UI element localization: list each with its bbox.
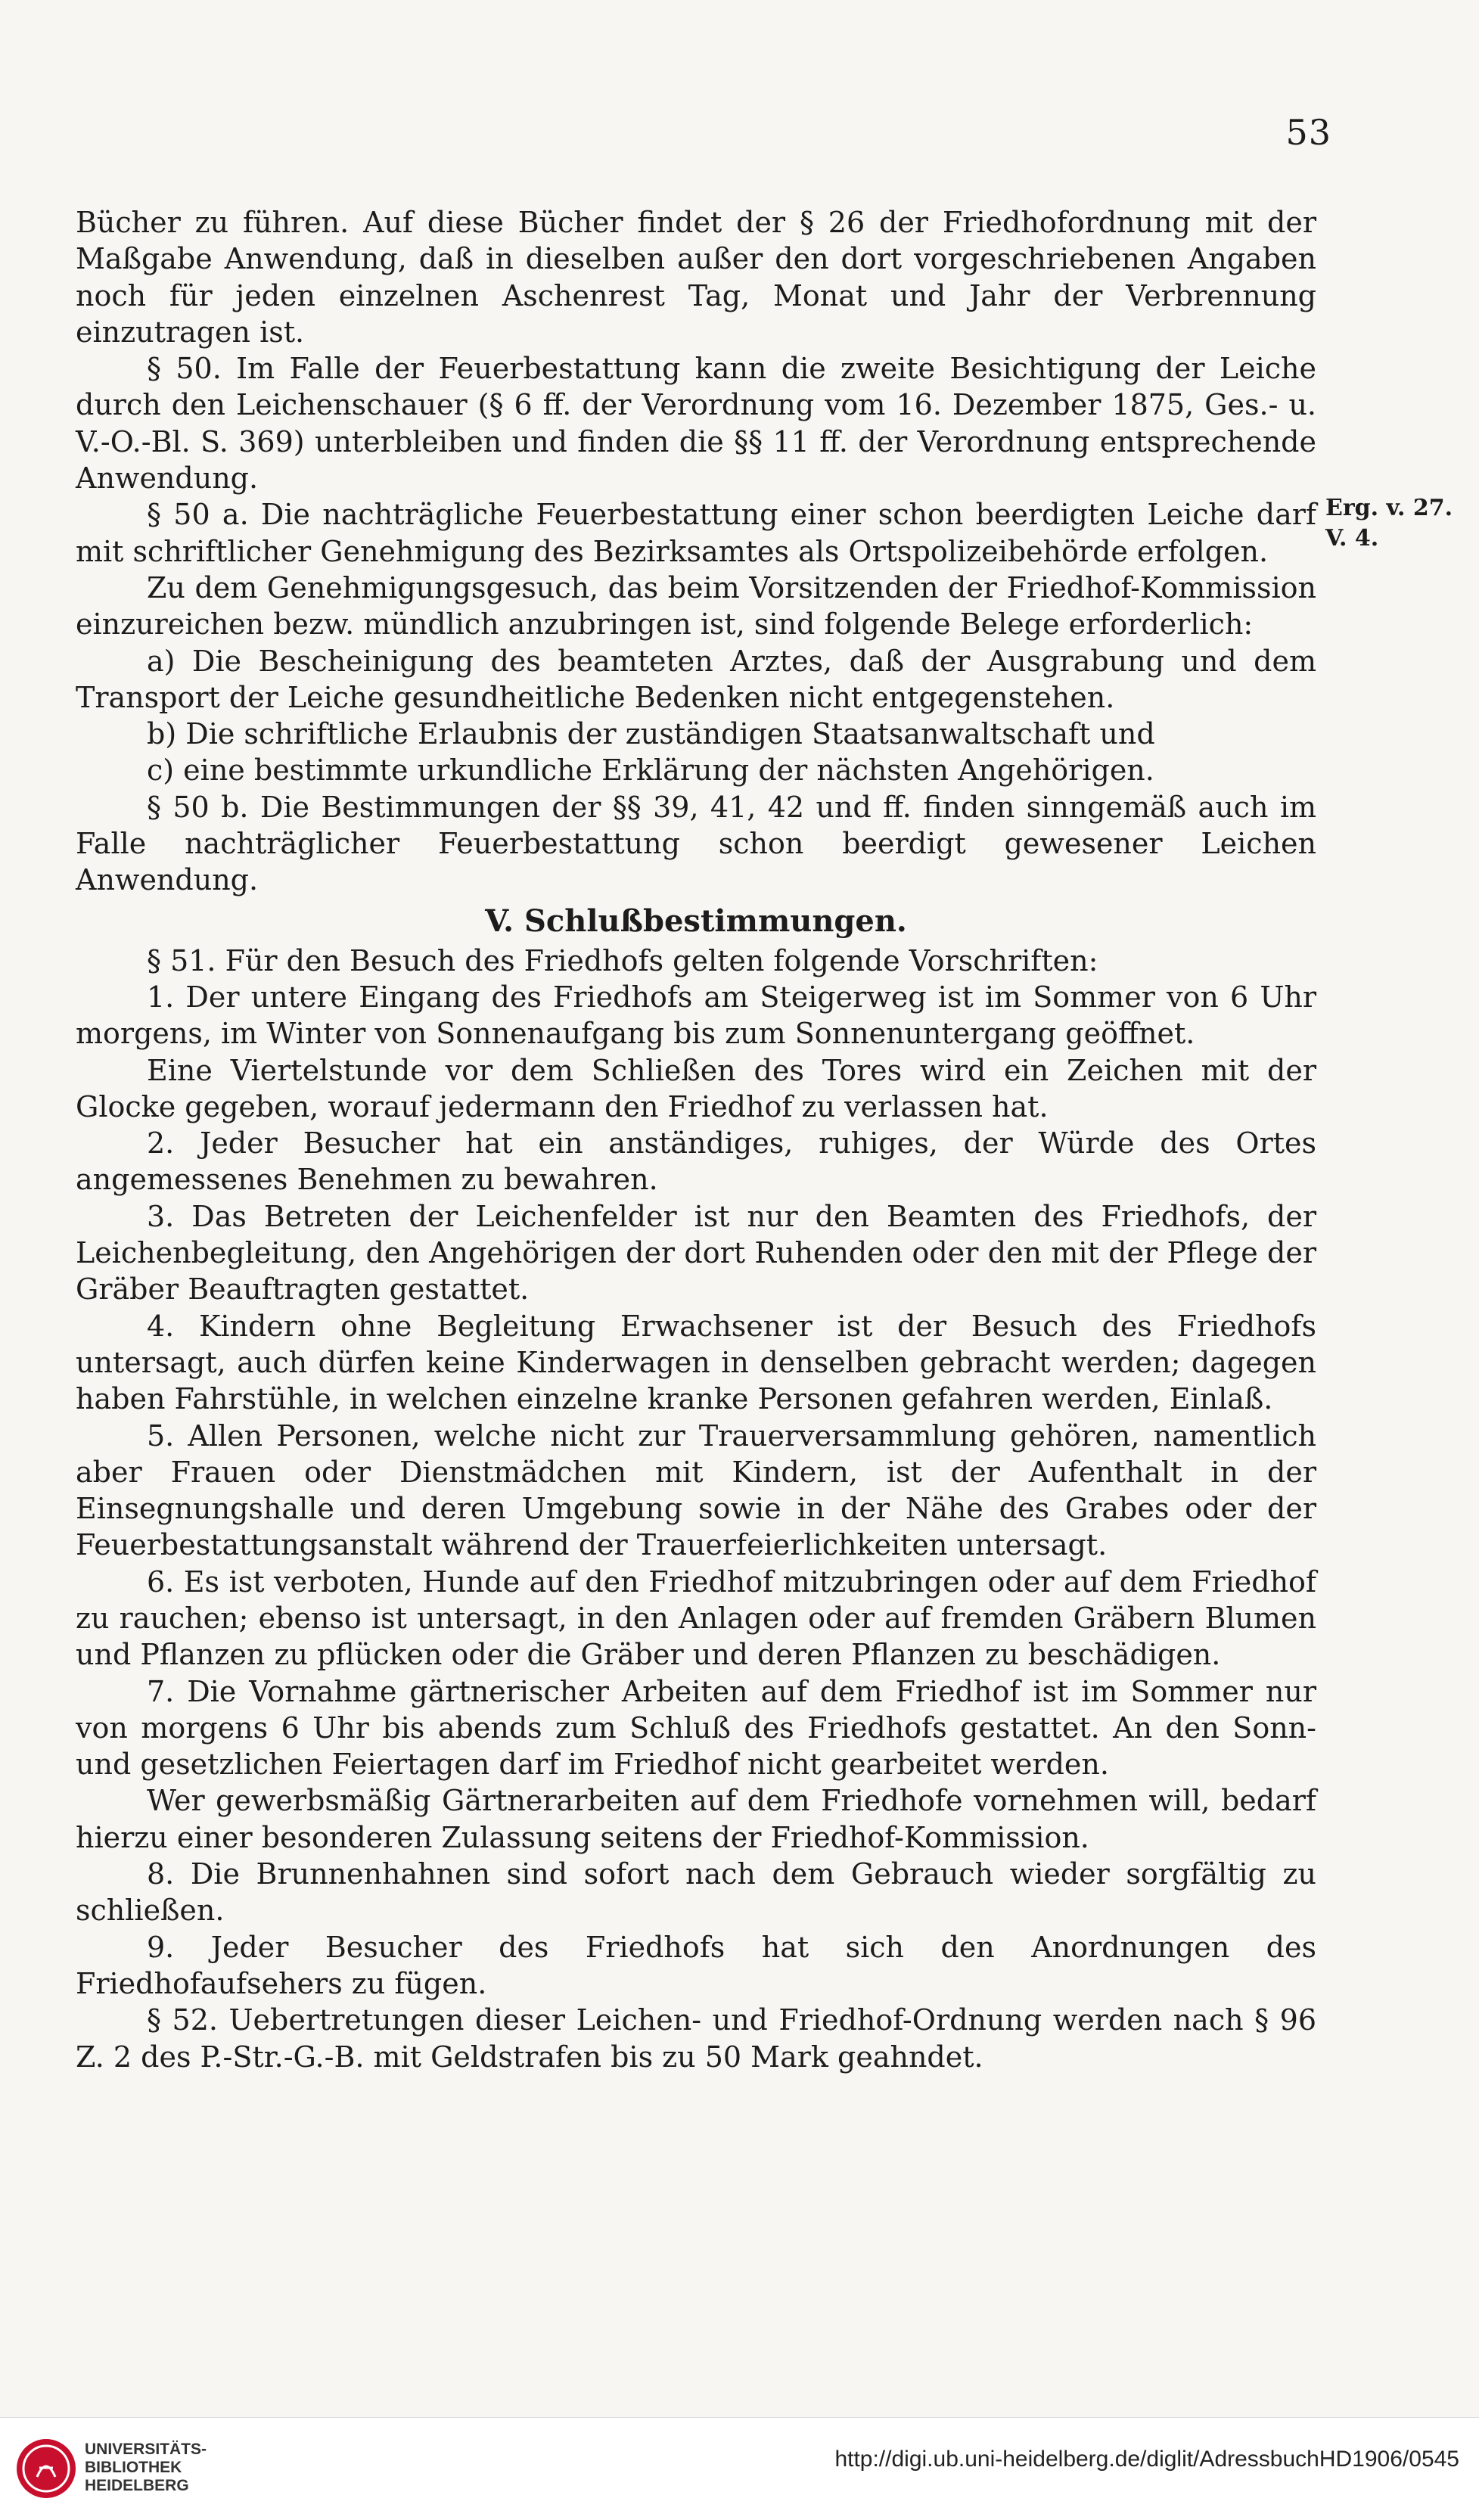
list-item: 2. Jeder Besucher hat ein anständiges, ruhiges, der Würde des Ortes angemessenes Benehmen zu bewahren.: [76, 1126, 1316, 1197]
list-item: 6. Es ist verboten, Hunde auf den Friedhof mitzubringen oder auf dem Friedhof zu rauchen; ebenso ist untersagt, in den Anlagen oder auf fremden Gräbern Blumen und Pflanzen zu pflücken oder die Gräber und deren Pflanzen zu beschädigen.: [76, 1565, 1316, 1672]
paragraph: Bücher zu führen. Auf diese Bücher findet der § 26 der Friedhofordnung mit der Maßgabe Anwendung, daß in dieselben außer den dort vorgeschriebenen Angaben noch für jeden einzelnen Aschenrest Tag, Monat und Jahr der Verbrennung einzutragen ist.: [76, 206, 1316, 349]
margin-note: Erg. v. 27. V. 4.: [1325, 495, 1453, 552]
list-item: 8. Die Brunnenhahnen sind sofort nach dem Gebrauch wieder sorgfältig zu schließen.: [76, 1857, 1316, 1928]
list-item: 4. Kindern ohne Begleitung Erwachsener ist der Besuch des Friedhofs untersagt, auch dürfen keine Kinderwagen in denselben gebracht werden; dagegen haben Fahrstühle, in welchen einzelne kranke Personen gefahren werden, Einlaß.: [76, 1309, 1316, 1416]
section-heading: V. Schlußbestimmungen.: [485, 903, 907, 939]
paragraph: Wer gewerbsmäßig Gärtnerarbeiten auf dem Friedhofe vornehmen will, bedarf hierzu einer besonderen Zulassung seitens der Friedhof-Kommission.: [76, 1784, 1316, 1854]
source-url-link[interactable]: http://digi.ub.uni-heidelberg.de/diglit/AdressbuchHD1906/0545: [834, 2447, 1459, 2472]
paragraph-section-50b: § 50 b. Die Bestimmungen der §§ 39, 41, 42 und ff. finden sinngemäß auch im Falle nachträglicher Feuerbestattung schon beerdigt gewesener Leichen Anwendung.: [76, 790, 1316, 897]
paragraph-section-50a: § 50 a. Die nachträgliche Feuerbestattung einer schon beerdigten Leiche darf mit schriftlicher Genehmigung des Bezirksamtes als Ortspolizeibehörde erfolgen.: [76, 498, 1316, 568]
list-item: 5. Allen Personen, welche nicht zur Trauerversammlung gehören, namentlich aber Frauen oder Dienstmädchen mit Kindern, ist der Aufenthalt in der Einsegnungshalle und deren Umgebung sowie in der Nähe des Grabes oder der Feuerbestattungsanstalt während der Trauerfeierlichkeiten untersagt.: [76, 1418, 1316, 1562]
document-body: [76, 204, 1316, 2075]
library-seal-icon: [17, 2439, 76, 2498]
paragraph-section-52: § 52. Uebertretungen dieser Leichen- und Friedhof-Ordnung werden nach § 96 Z. 2 des P.-Str.-G.-B. mit Geldstrafen bis zu 50 Mark geahndet.: [76, 2003, 1316, 2074]
list-item: a) Die Bescheinigung des beamteten Arztes, daß der Ausgrabung und dem Transport der Leiche gesundheitliche Bedenken nicht entgegenstehen.: [76, 644, 1316, 714]
list-item: b) Die schriftliche Erlaubnis der zuständigen Staatsanwaltschaft und: [147, 717, 1155, 751]
list-item: 1. Der untere Eingang des Friedhofs am Steigerweg ist im Sommer von 6 Uhr morgens, im Winter von Sonnenaufgang bis zum Sonnenuntergang geöffnet.: [76, 980, 1316, 1051]
list-item: 7. Die Vornahme gärtnerischer Arbeiten auf dem Friedhof ist im Sommer nur von morgens 6 Uhr bis abends zum Schluß des Friedhofs gestattet. An den Sonn- und gesetzlichen Feiertagen darf im Friedhof nicht gearbeitet werden.: [76, 1674, 1316, 1782]
paragraph: Zu dem Genehmigungsgesuch, das beim Vorsitzenden der Friedhof-Kommission einzureichen bezw. mündlich anzubringen ist, sind folgende Belege erforderlich:: [76, 570, 1316, 642]
list-item: 9. Jeder Besucher des Friedhofs hat sich den Anordnungen des Friedhofaufsehers zu fügen.: [76, 1930, 1316, 2000]
footer-bar: [0, 2417, 1479, 2520]
page-number: 53: [1285, 112, 1331, 153]
paragraph-section-50: § 50. Im Falle der Feuerbestattung kann die zweite Besichtigung der Leiche durch den Leichenschauer (§ 6 ff. der Verordnung vom 16. Dezember 1875, Ges.- u. V.-O.-Bl. S. 369) unterbleiben und finden die §§ 11 ff. der Verordnung entsprechende Anwendung.: [76, 352, 1316, 496]
paragraph-section-51: § 51. Für den Besuch des Friedhofs gelten folgende Vorschriften:: [147, 943, 1098, 977]
list-item: 3. Das Betreten der Leichenfelder ist nur den Beamten des Friedhofs, der Leichenbegleitung, den Angehörigen der dort Ruhenden oder den mit der Pflege der Gräber Beauftragten gestattet.: [76, 1199, 1316, 1307]
library-name: UNIVERSITÄTS- BIBLIOTHEK HEIDELBERG: [85, 2441, 207, 2494]
list-item: c) eine bestimmte urkundliche Erklärung der nächsten Angehörigen.: [147, 754, 1154, 788]
paragraph: Eine Viertelstunde vor dem Schließen des Tores wird ein Zeichen mit der Glocke gegeben, worauf jedermann den Friedhof zu verlassen hat.: [76, 1053, 1316, 1123]
